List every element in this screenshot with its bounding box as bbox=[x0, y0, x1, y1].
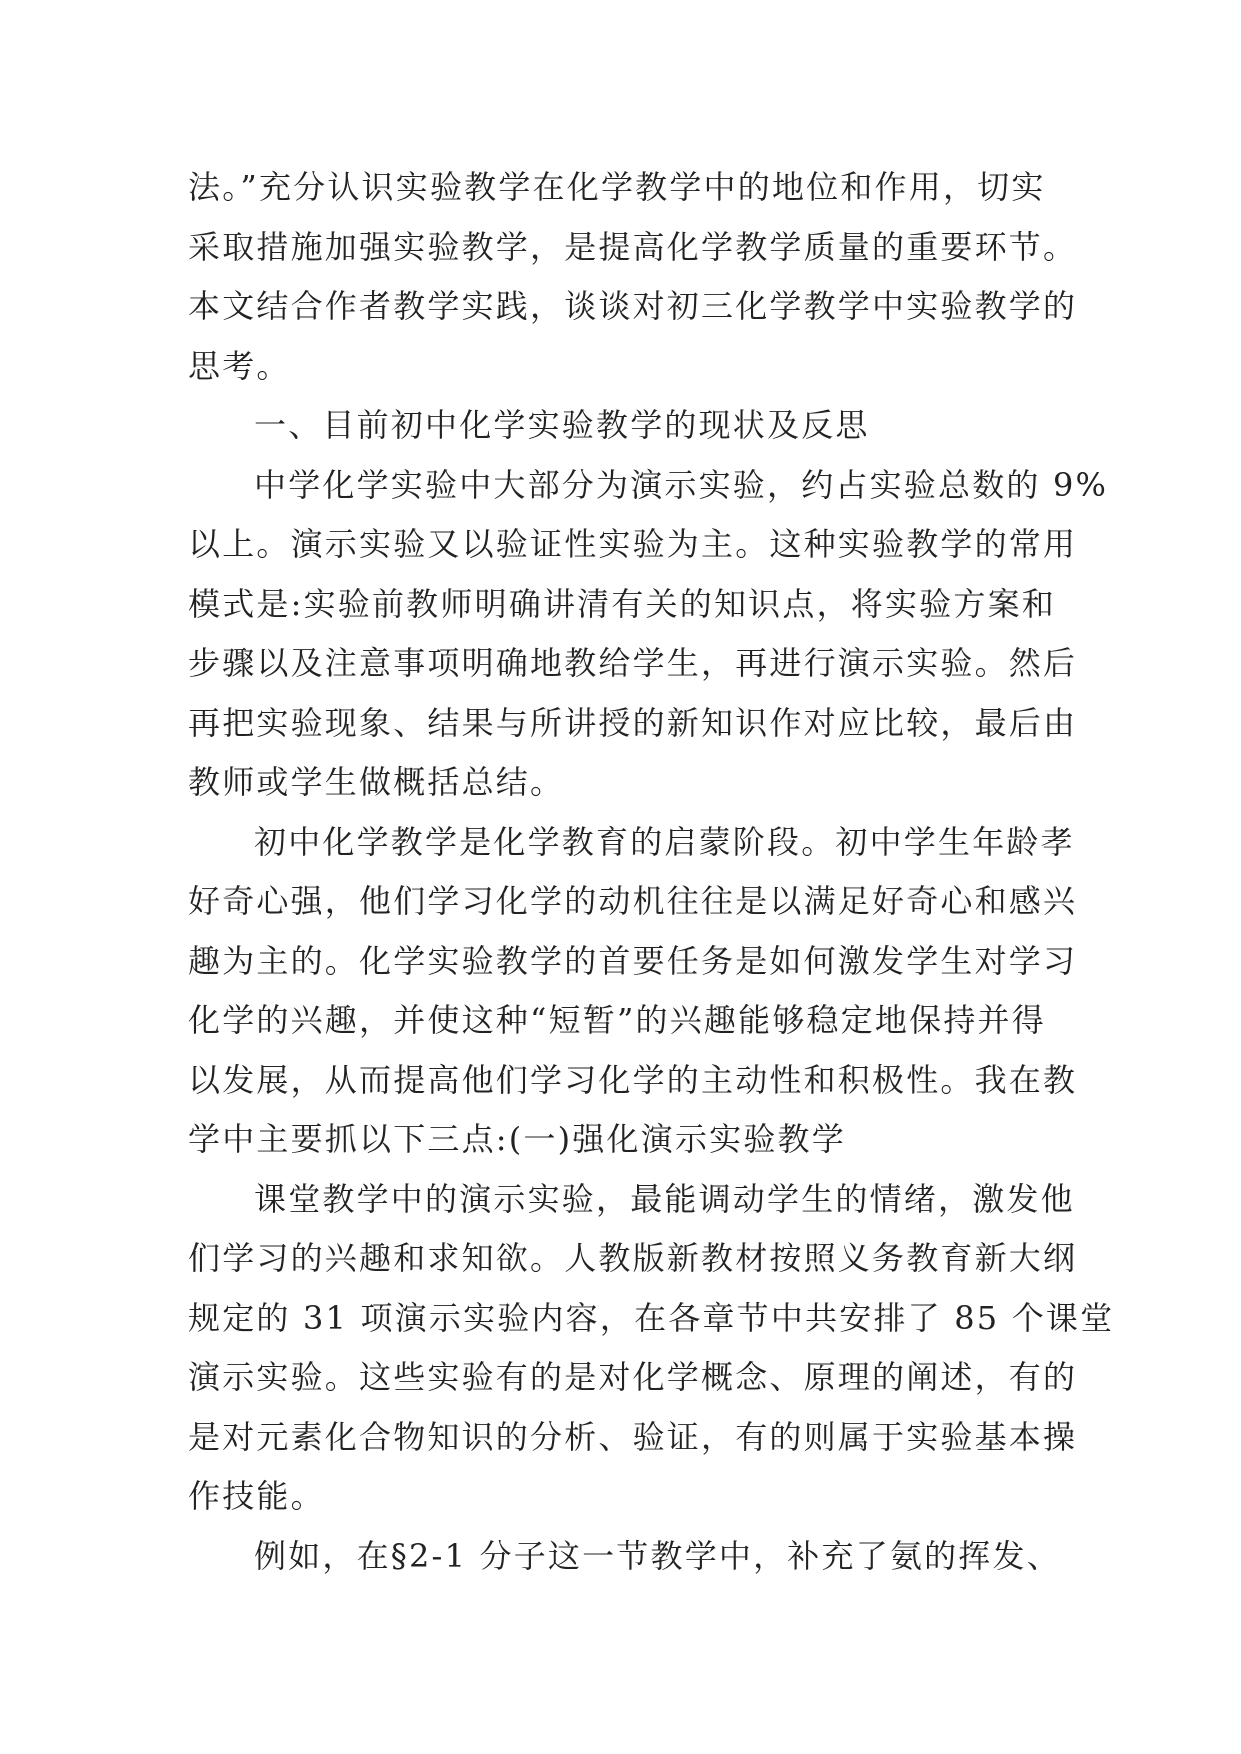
body-text bbox=[188, 158, 1115, 1586]
text-line: 模式是:实验前教师明确讲清有关的知识点，将实验方案和 bbox=[188, 584, 1056, 623]
text-line: 法。”充分认识实验教学在化学教学中的地位和作用，切实 bbox=[188, 168, 1046, 206]
paragraph-classroom-demo bbox=[188, 1170, 1115, 1527]
text-line: 规定的 31 项演示实验内容，在各章节中共安排了 85 个课堂 bbox=[188, 1298, 1115, 1337]
text-line: 们学习的兴趣和求知欲。人教版新教材按照义务教育新大纲 bbox=[188, 1239, 1078, 1277]
text-line: 化学的兴趣，并使这种“短暂”的兴趣能够稳定地保持并得 bbox=[188, 1001, 1046, 1039]
paragraph-example bbox=[188, 1527, 1068, 1587]
text-line: 思考。 bbox=[188, 346, 291, 385]
text-line: 中学化学实验中大部分为演示实验，约占实验总数的 9% bbox=[254, 465, 1109, 504]
text-line: 例如，在§2-1 分子这一节教学中，补充了氨的挥发、 bbox=[254, 1536, 1061, 1575]
text-line: 以发展，从而提高他们学习化学的主动性和积极性。我在教 bbox=[188, 1060, 1078, 1099]
text-line: 再把实验现象、结果与所讲授的新知识作对应比较，最后由 bbox=[188, 703, 1078, 742]
text-line: 教师或学生做概括总结。 bbox=[188, 763, 565, 801]
text-line: 步骤以及注意事项明确地教给学生，再进行演示实验。然后 bbox=[188, 644, 1078, 682]
text-line: 趣为主的。化学实验教学的首要任务是如何激发学生对学习 bbox=[188, 941, 1078, 980]
section-heading bbox=[188, 396, 1068, 456]
paragraph-intro bbox=[188, 158, 1078, 396]
text-line: 初中化学教学是化学教育的启蒙阶段。初中学生年龄孝 bbox=[254, 822, 1075, 861]
text-line: 好奇心强，他们学习化学的动机往往是以满足好奇心和感兴 bbox=[188, 882, 1078, 920]
text-line: 课堂教学中的演示实验，最能调动学生的情绪，激发他 bbox=[254, 1179, 1075, 1218]
text-line: 是对元素化合物知识的分析、验证，有的则属于实验基本操 bbox=[188, 1417, 1078, 1456]
text-line: 本文结合作者教学实践，谈谈对初三化学教学中实验教学的 bbox=[188, 287, 1078, 325]
text-line: 演示实验。这些实验有的是对化学概念、原理的阐述，有的 bbox=[188, 1358, 1078, 1396]
text-line: 采取措施加强实验教学，是提高化学教学质量的重要环节。 bbox=[188, 227, 1078, 266]
text-line: 以上。演示实验又以验证性实验为主。这种实验教学的常用 bbox=[188, 525, 1078, 563]
section-heading-text: 一、目前初中化学实验教学的现状及反思 bbox=[254, 406, 870, 444]
paragraph-enlightenment bbox=[188, 813, 1078, 1170]
paragraph-demo-experiments bbox=[188, 456, 1109, 813]
text-line: 学中主要抓以下三点:(一)强化演示实验教学 bbox=[188, 1120, 846, 1158]
text-line: 作技能。 bbox=[188, 1477, 325, 1515]
